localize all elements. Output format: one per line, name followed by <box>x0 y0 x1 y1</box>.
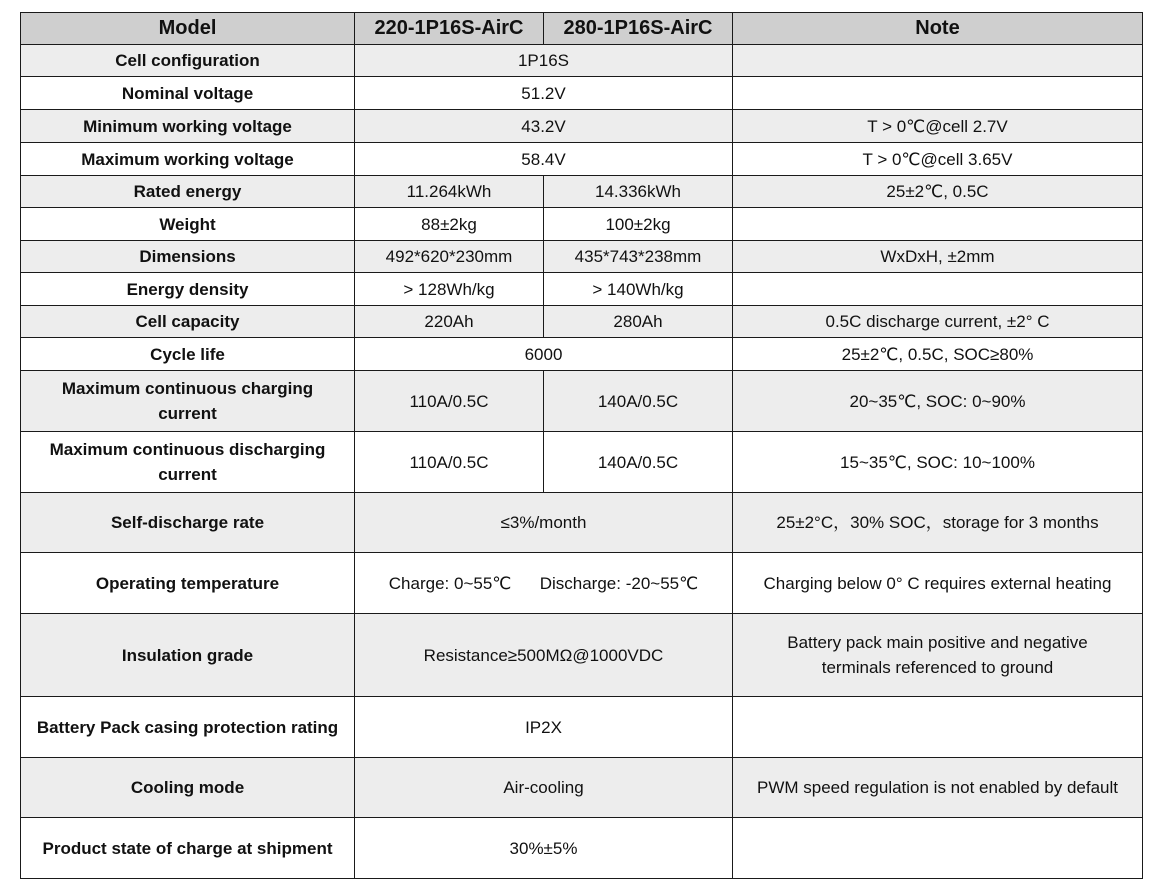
value-b-cell: 280Ah <box>544 306 733 338</box>
table-row <box>21 45 1143 77</box>
value-a-cell: 11.264kWh <box>355 176 544 208</box>
note-cell <box>733 818 1143 879</box>
value-a-cell: 492*620*230mm <box>355 241 544 273</box>
note-cell <box>733 697 1143 758</box>
param-cell: Cycle life <box>21 338 355 371</box>
note-cell: 0.5C discharge current, ±2° C <box>733 306 1143 338</box>
note-cell: WxDxH, ±2mm <box>733 241 1143 273</box>
header-variant-b: 280-1P16S-AirC <box>544 13 733 45</box>
value-a-cell: > 128Wh/kg <box>355 273 544 306</box>
value-b-cell: 435*743*238mm <box>544 241 733 273</box>
value-cell: 6000 <box>355 338 733 371</box>
value-cell: 58.4V <box>355 143 733 176</box>
table-row <box>21 208 1143 241</box>
value-a-cell: 110A/0.5C <box>355 432 544 493</box>
table-row <box>21 432 1143 493</box>
param-cell: Cell configuration <box>21 45 355 77</box>
param-cell: Nominal voltage <box>21 77 355 110</box>
param-cell: Product state of charge at shipment <box>21 818 355 879</box>
table-row <box>21 493 1143 553</box>
param-cell: Battery Pack casing protection rating <box>21 697 355 758</box>
param-cell: Energy density <box>21 273 355 306</box>
table-row <box>21 273 1143 306</box>
header-note: Note <box>733 13 1143 45</box>
value-a-cell: 88±2kg <box>355 208 544 241</box>
table-row <box>21 110 1143 143</box>
param-cell: Cell capacity <box>21 306 355 338</box>
table-row <box>21 758 1143 818</box>
table-row <box>21 77 1143 110</box>
note-cell <box>733 614 1143 697</box>
param-line: current <box>158 404 217 423</box>
param-cell: Maximum working voltage <box>21 143 355 176</box>
charge-range: Charge: 0~55℃ <box>388 573 512 593</box>
value-b-cell: 140A/0.5C <box>544 432 733 493</box>
note-cell <box>733 45 1143 77</box>
note-line: Battery pack main positive and negative <box>787 633 1088 652</box>
note-cell: T > 0℃@cell 2.7V <box>733 110 1143 143</box>
note-line: terminals referenced to ground <box>821 658 1054 677</box>
param-cell: Operating temperature <box>21 553 355 614</box>
value-a-cell: 110A/0.5C <box>355 371 544 432</box>
param-cell: Insulation grade <box>21 614 355 697</box>
value-cell: 1P16S <box>355 45 733 77</box>
table-row <box>21 306 1143 338</box>
value-cell: IP2X <box>355 697 733 758</box>
spec-table <box>20 12 1143 879</box>
note-cell: T > 0℃@cell 3.65V <box>733 143 1143 176</box>
value-b-cell: 100±2kg <box>544 208 733 241</box>
header-model: Model <box>21 13 355 45</box>
table-row <box>21 143 1143 176</box>
table-row <box>21 697 1143 758</box>
table-row <box>21 614 1143 697</box>
param-line: Maximum continuous charging <box>61 379 314 398</box>
value-cell: Air-cooling <box>355 758 733 818</box>
param-cell: Weight <box>21 208 355 241</box>
param-cell: Minimum working voltage <box>21 110 355 143</box>
note-cell: 25±2℃, 0.5C <box>733 176 1143 208</box>
header-row <box>21 13 1143 45</box>
param-cell <box>21 432 355 493</box>
note-cell <box>733 273 1143 306</box>
table-row <box>21 176 1143 208</box>
note-cell <box>733 208 1143 241</box>
value-a-cell: 220Ah <box>355 306 544 338</box>
param-line: Maximum continuous discharging <box>49 440 326 459</box>
table-row <box>21 338 1143 371</box>
param-cell: Rated energy <box>21 176 355 208</box>
note-cell: PWM speed regulation is not enabled by default <box>733 758 1143 818</box>
value-b-cell: 140A/0.5C <box>544 371 733 432</box>
value-cell: 43.2V <box>355 110 733 143</box>
note-cell: 15~35℃, SOC: 10~100% <box>733 432 1143 493</box>
param-cell: Dimensions <box>21 241 355 273</box>
table-row <box>21 241 1143 273</box>
value-cell: Resistance≥500MΩ@1000VDC <box>355 614 733 697</box>
param-cell: Self-discharge rate <box>21 493 355 553</box>
value-b-cell: 14.336kWh <box>544 176 733 208</box>
param-cell: Cooling mode <box>21 758 355 818</box>
table-row <box>21 553 1143 614</box>
header-variant-a: 220-1P16S-AirC <box>355 13 544 45</box>
note-cell: 25±2°C，30% SOC，storage for 3 months <box>733 493 1143 553</box>
value-cell <box>355 553 733 614</box>
note-cell: 20~35℃, SOC: 0~90% <box>733 371 1143 432</box>
param-line: current <box>158 465 217 484</box>
table-row <box>21 371 1143 432</box>
value-cell: ≤3%/month <box>355 493 733 553</box>
value-b-cell: > 140Wh/kg <box>544 273 733 306</box>
value-cell: 30%±5% <box>355 818 733 879</box>
note-cell <box>733 77 1143 110</box>
value-cell: 51.2V <box>355 77 733 110</box>
note-cell: 25±2℃, 0.5C, SOC≥80% <box>733 338 1143 371</box>
discharge-range: Discharge: -20~55℃ <box>539 573 699 593</box>
note-cell: Charging below 0° C requires external heating <box>733 553 1143 614</box>
table-row <box>21 818 1143 879</box>
param-cell <box>21 371 355 432</box>
